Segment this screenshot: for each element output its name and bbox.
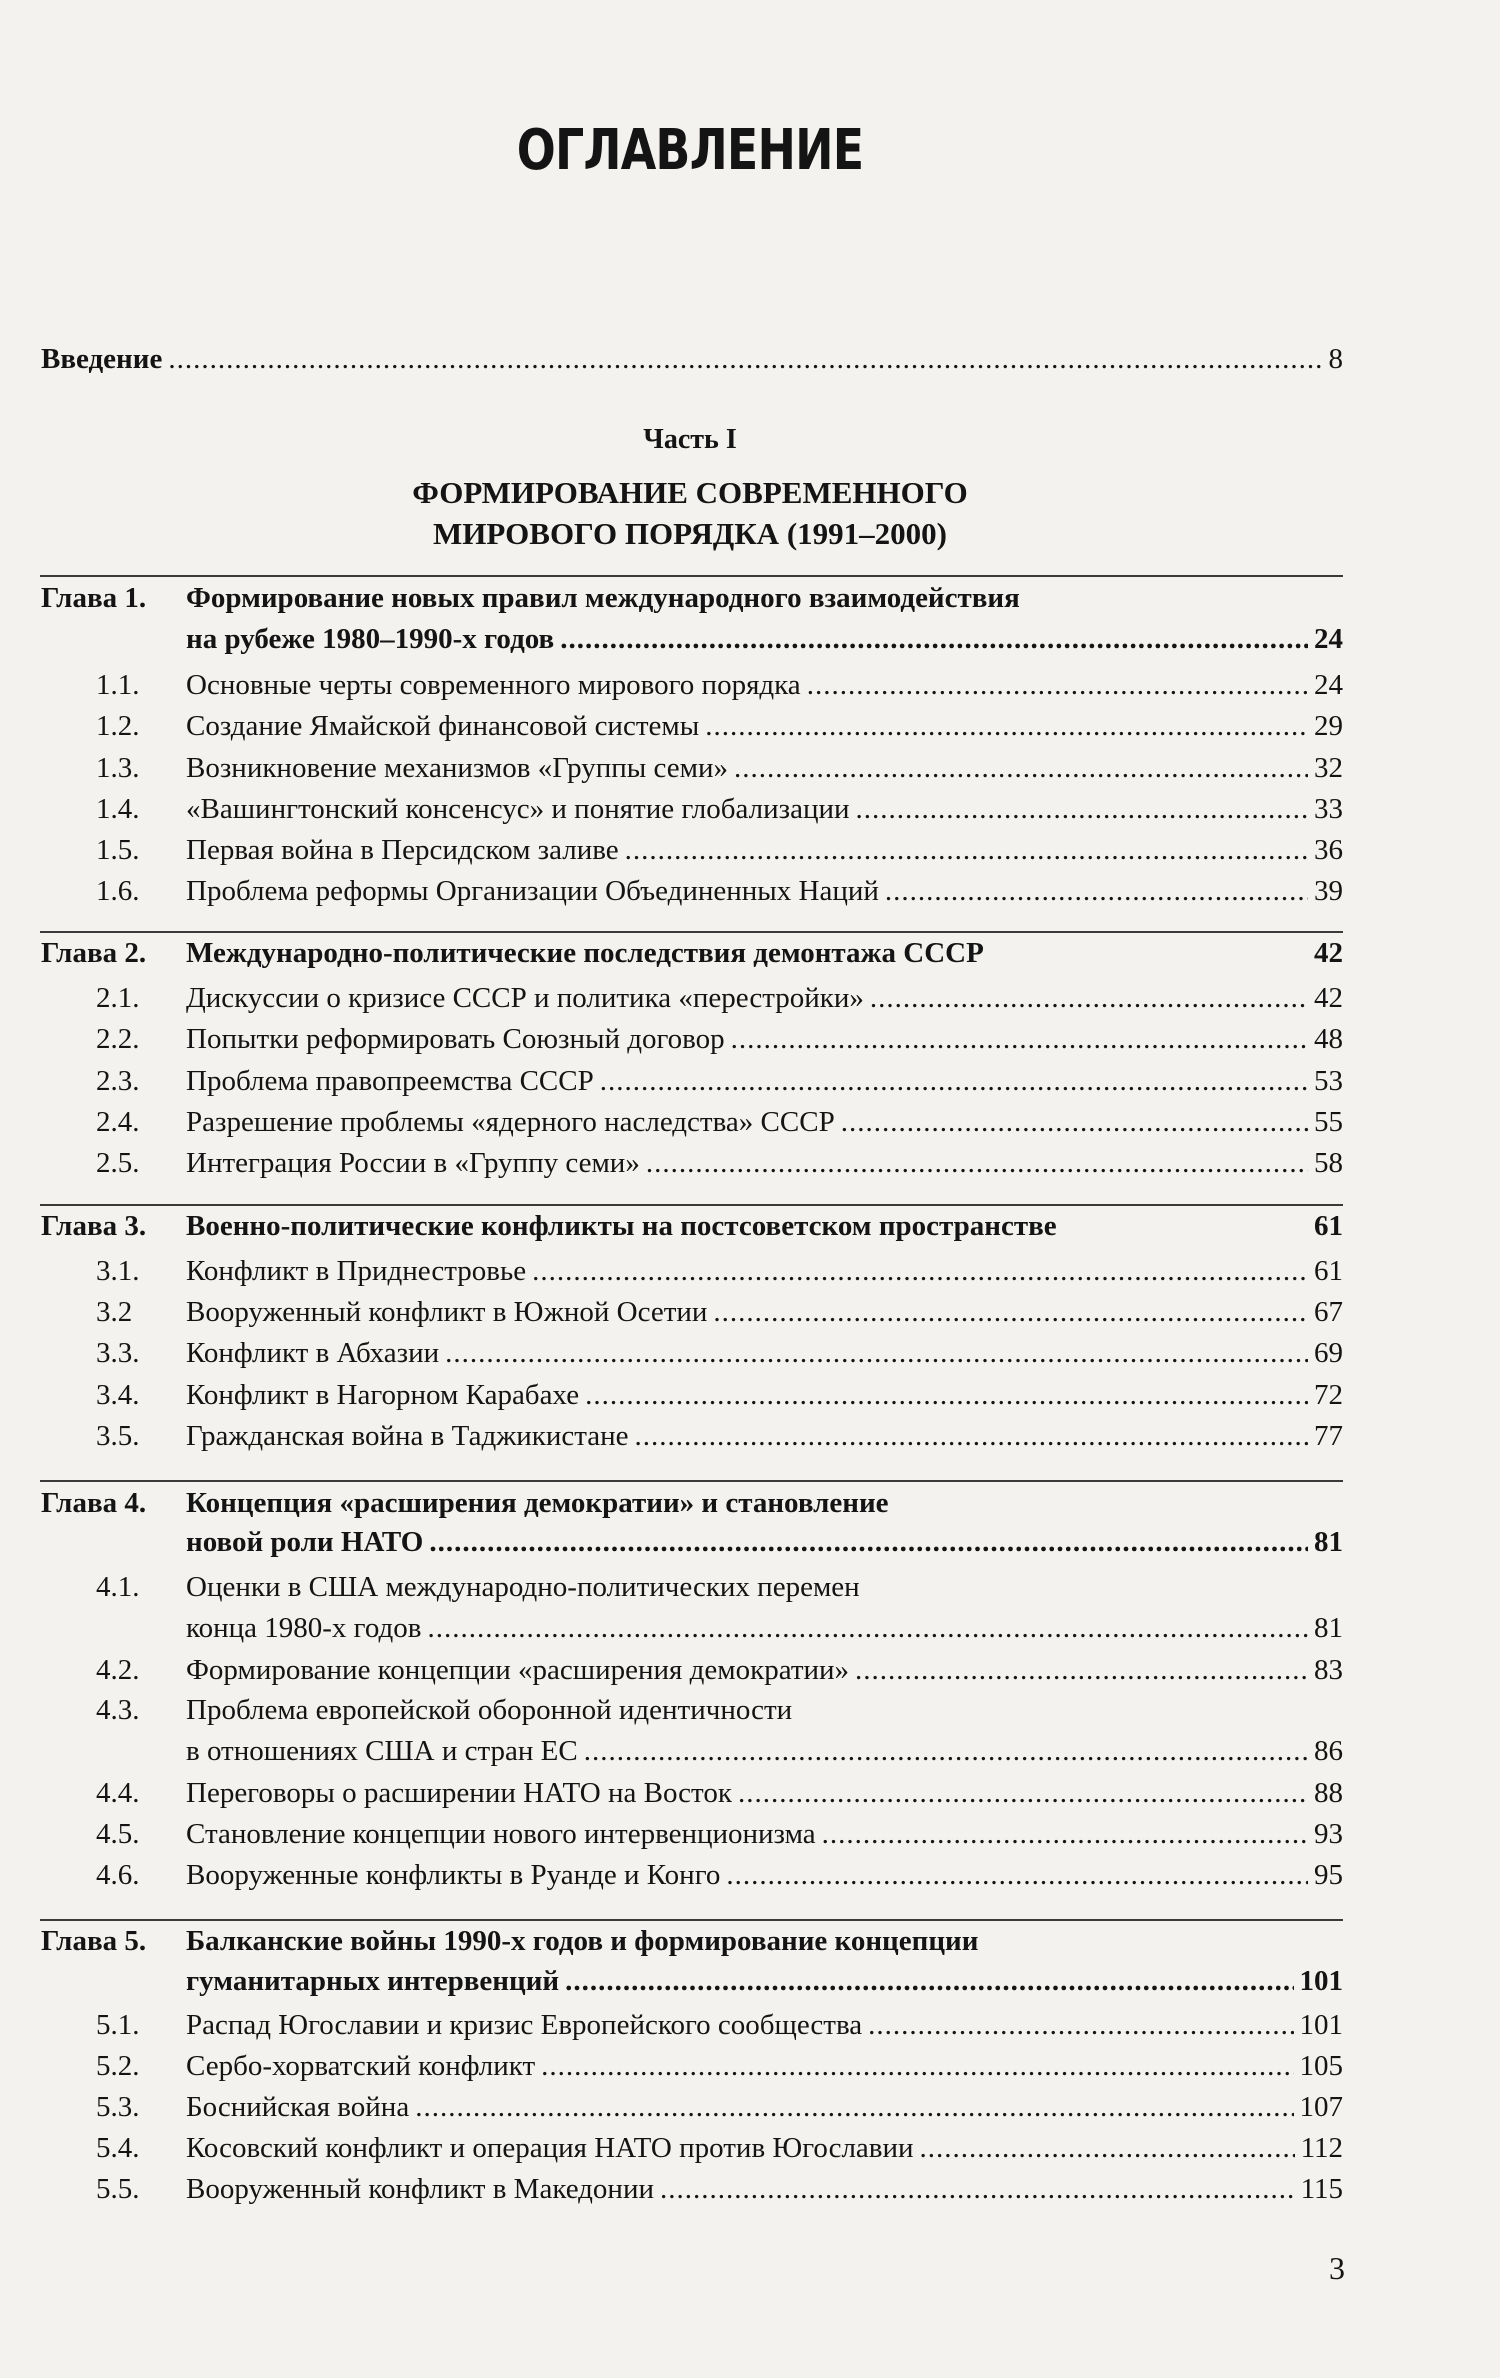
section-number: 5.5. (96, 2173, 140, 2205)
toc-entry[interactable] (0, 1855, 1500, 1895)
section-page: 61 (1314, 1255, 1343, 1287)
toc-entry[interactable] (0, 2005, 1500, 2045)
dot-leader (429, 1522, 1308, 1562)
dot-leader (415, 2087, 1293, 2127)
section-page: 39 (1314, 875, 1343, 907)
chapter-label: Глава 5. (41, 1925, 147, 1957)
chapter-1-heading-cont[interactable] (0, 619, 1500, 659)
dot-leader (855, 1650, 1308, 1690)
section-page: 72 (1314, 1379, 1343, 1411)
section-title: Создание Ямайской финансовой системы (186, 710, 700, 742)
toc-entry[interactable] (0, 706, 1500, 746)
section-title: Проблема реформы Организации Объединенных Наций (186, 875, 879, 907)
dot-leader (532, 1251, 1308, 1291)
toc-entry[interactable] (0, 2046, 1500, 2086)
dot-leader (822, 1814, 1308, 1854)
toc-entry[interactable] (0, 1143, 1500, 1183)
section-page: 88 (1314, 1777, 1343, 1809)
toc-entry[interactable] (0, 2169, 1500, 2209)
section-title: Оценки в США международно-политических перемен (186, 1571, 860, 1603)
section-title: Конфликт в Абхазии (186, 1337, 440, 1369)
toc-entry[interactable] (0, 665, 1500, 705)
section-page: 86 (1314, 1735, 1343, 1767)
chapter-page: 81 (1314, 1526, 1343, 1558)
section-title: Дискуссии о кризисе СССР и политика «перестройки» (186, 982, 864, 1014)
section-title: Вооруженный конфликт в Южной Осетии (186, 1296, 708, 1328)
section-page: 53 (1314, 1065, 1343, 1097)
part-label: Часть I (643, 424, 737, 455)
toc-entry[interactable] (0, 2087, 1500, 2127)
toc-entry[interactable] (0, 789, 1500, 829)
section-number: 5.3. (96, 2091, 140, 2123)
section-page: 105 (1299, 2050, 1343, 2082)
toc-entry[interactable] (0, 1102, 1500, 1142)
section-number: 3.3. (96, 1337, 140, 1369)
dot-leader (870, 978, 1308, 1018)
page-number: 3 (1329, 2250, 1345, 2286)
dot-leader (885, 871, 1308, 911)
chapter-label: Глава 1. (41, 582, 147, 614)
section-title: Формирование концепции «расширения демократии» (186, 1654, 850, 1686)
section-number: 4.1. (96, 1571, 140, 1603)
dot-leader (585, 1375, 1308, 1415)
chapter-5-heading[interactable] (0, 1921, 1500, 1961)
chapter-label: Глава 4. (41, 1487, 147, 1519)
section-title: Конфликт в Приднестровье (186, 1255, 527, 1287)
toc-entry[interactable] (0, 1567, 1500, 1607)
chapter-page: 24 (1314, 623, 1343, 655)
chapter-title: новой роли НАТО (186, 1526, 424, 1558)
section-number: 1.1. (96, 669, 140, 701)
section-page: 67 (1314, 1296, 1343, 1328)
section-page: 36 (1314, 834, 1343, 866)
dot-leader (713, 1292, 1308, 1332)
dot-leader (635, 1416, 1308, 1456)
dot-leader (600, 1061, 1308, 1101)
section-number: 1.6. (96, 875, 140, 907)
chapter-1-heading[interactable] (0, 578, 1500, 618)
section-title: Интеграция России в «Группу семи» (186, 1147, 640, 1179)
section-number: 4.5. (96, 1818, 140, 1850)
dot-leader (646, 1143, 1308, 1183)
section-number: 1.5. (96, 834, 140, 866)
section-number: 5.2. (96, 2050, 140, 2082)
section-title: Вооруженный конфликт в Македонии (186, 2173, 654, 2205)
section-number: 4.2. (96, 1654, 140, 1686)
toc-entry[interactable] (0, 830, 1500, 870)
intro-label: Введение (41, 343, 163, 375)
dot-leader (168, 339, 1322, 379)
section-number: 3.4. (96, 1379, 140, 1411)
chapter-4-heading-cont[interactable] (0, 1522, 1500, 1562)
part-title-line1: ФОРМИРОВАНИЕ СОВРЕМЕННОГО (412, 475, 968, 510)
section-title: Первая война в Персидском заливе (186, 834, 619, 866)
section-page: 48 (1314, 1023, 1343, 1055)
section-title: Возникновение механизмов «Группы семи» (186, 752, 729, 784)
section-page: 29 (1314, 710, 1343, 742)
toc-entry-cont[interactable] (0, 1608, 1500, 1648)
section-title: Становление концепции нового интервенционизма (186, 1818, 816, 1850)
dot-leader (565, 1961, 1293, 2001)
dot-leader (705, 706, 1308, 746)
section-title: Проблема правопреемства СССР (186, 1065, 594, 1097)
section-title: Гражданская война в Таджикистане (186, 1420, 629, 1452)
section-page: 32 (1314, 752, 1343, 784)
part-title-line2: МИРОВОГО ПОРЯДКА (1991–2000) (433, 516, 947, 551)
section-title: Переговоры о расширении НАТО на Восток (186, 1777, 732, 1809)
chapter-3-heading[interactable] (0, 1206, 1500, 1246)
chapter-title: Военно-политические конфликты на постсоветском пространстве (186, 1210, 1057, 1242)
section-number: 2.3. (96, 1065, 140, 1097)
section-number: 4.3. (96, 1694, 140, 1726)
toc-entry[interactable] (0, 978, 1500, 1018)
section-title: Сербо-хорватский конфликт (186, 2050, 536, 2082)
toc-entry[interactable] (0, 871, 1500, 911)
dot-leader (920, 2128, 1295, 2168)
toc-entry[interactable] (0, 1019, 1500, 1059)
dot-leader (726, 1855, 1308, 1895)
dot-leader (734, 748, 1308, 788)
section-title: Проблема европейской оборонной идентичности (186, 1694, 793, 1726)
toc-entry[interactable] (0, 1690, 1500, 1730)
dot-leader (584, 1731, 1308, 1771)
section-page: 115 (1300, 2173, 1343, 2205)
toc-entry[interactable] (0, 748, 1500, 788)
toc-entry-cont[interactable] (0, 1731, 1500, 1771)
toc-entry[interactable] (0, 1650, 1500, 1690)
chapter-title: Балканские войны 1990-х годов и формирование концепции (186, 1925, 979, 1957)
divider (40, 575, 1343, 577)
section-page: 81 (1314, 1612, 1343, 1644)
toc-entry[interactable] (0, 1773, 1500, 1813)
section-title: Боснийская война (186, 2091, 410, 2123)
section-number: 4.6. (96, 1859, 140, 1891)
section-page: 101 (1299, 2009, 1343, 2041)
dot-leader (560, 619, 1308, 659)
toc-entry[interactable] (0, 1416, 1500, 1456)
toc-entry[interactable] (0, 1251, 1500, 1291)
chapter-title: Концепция «расширения демократии» и становление (186, 1487, 889, 1519)
dot-leader (445, 1333, 1308, 1373)
toc-entry[interactable] (0, 1292, 1500, 1332)
chapter-page: 101 (1299, 1965, 1343, 1997)
section-page: 42 (1314, 982, 1343, 1014)
dot-leader (807, 665, 1308, 705)
section-page: 77 (1314, 1420, 1343, 1452)
section-title: конца 1980-х годов (186, 1612, 422, 1644)
section-page: 33 (1314, 793, 1343, 825)
section-number: 4.4. (96, 1777, 140, 1809)
section-page: 95 (1314, 1859, 1343, 1891)
section-number: 3.2 (96, 1296, 133, 1328)
section-page: 58 (1314, 1147, 1343, 1179)
section-page: 112 (1300, 2132, 1343, 2164)
chapter-label: Глава 3. (41, 1210, 147, 1242)
section-title: Косовский конфликт и операция НАТО против Югославии (186, 2132, 914, 2164)
dot-leader (731, 1019, 1308, 1059)
chapter-title: гуманитарных интервенций (186, 1965, 560, 1997)
dot-leader (625, 830, 1308, 870)
chapter-5-heading-cont[interactable] (0, 1961, 1500, 2001)
chapter-title: на рубеже 1980–1990-х годов (186, 623, 555, 655)
dot-leader (841, 1102, 1308, 1142)
dot-leader (541, 2046, 1293, 2086)
section-page: 69 (1314, 1337, 1343, 1369)
section-page: 24 (1314, 669, 1343, 701)
section-number: 2.1. (96, 982, 140, 1014)
section-number: 3.5. (96, 1420, 140, 1452)
section-title: в отношениях США и стран ЕС (186, 1735, 578, 1767)
section-title: Основные черты современного мирового порядка (186, 669, 801, 701)
section-number: 5.4. (96, 2132, 140, 2164)
section-number: 2.5. (96, 1147, 140, 1179)
section-number: 3.1. (96, 1255, 140, 1287)
section-title: «Вашингтонский консенсус» и понятие глобализации (186, 793, 850, 825)
section-number: 1.2. (96, 710, 140, 742)
dot-leader (660, 2169, 1295, 2209)
section-number: 2.4. (96, 1106, 140, 1138)
toc-entry[interactable] (0, 2128, 1500, 2168)
chapter-title: Международно-политические последствия демонтажа СССР (186, 937, 984, 969)
chapter-4-heading[interactable] (0, 1483, 1500, 1523)
section-page: 107 (1299, 2091, 1343, 2123)
section-number: 1.3. (96, 752, 140, 784)
dot-leader (856, 789, 1308, 829)
section-page: 93 (1314, 1818, 1343, 1850)
chapter-title: Формирование новых правил международного взаимодействия (186, 582, 1020, 614)
section-title: Распад Югославии и кризис Европейского сообщества (186, 2009, 863, 2041)
chapter-2-heading[interactable] (0, 933, 1500, 973)
dot-leader (427, 1608, 1308, 1648)
toc-entry[interactable] (0, 1061, 1500, 1101)
divider (40, 1480, 1343, 1482)
section-page: 83 (1314, 1654, 1343, 1686)
section-number: 1.4. (96, 793, 140, 825)
chapter-label: Глава 2. (41, 937, 147, 969)
dot-leader (868, 2005, 1293, 2045)
section-title: Попытки реформировать Союзный договор (186, 1023, 725, 1055)
toc-entry[interactable] (0, 1375, 1500, 1415)
intro-page: 8 (1328, 343, 1343, 375)
toc-entry-intro[interactable] (0, 339, 1500, 379)
chapter-page: 42 (1314, 937, 1343, 969)
section-number: 2.2. (96, 1023, 140, 1055)
chapter-page: 61 (1314, 1210, 1343, 1242)
section-page: 55 (1314, 1106, 1343, 1138)
toc-entry[interactable] (0, 1814, 1500, 1854)
page-title: ОГЛАВЛЕНИЕ (516, 118, 864, 183)
section-title: Вооруженные конфликты в Руанде и Конго (186, 1859, 721, 1891)
section-number: 5.1. (96, 2009, 140, 2041)
dot-leader (738, 1773, 1308, 1813)
section-title: Разрешение проблемы «ядерного наследства» СССР (186, 1106, 835, 1138)
toc-entry[interactable] (0, 1333, 1500, 1373)
section-title: Конфликт в Нагорном Карабахе (186, 1379, 580, 1411)
